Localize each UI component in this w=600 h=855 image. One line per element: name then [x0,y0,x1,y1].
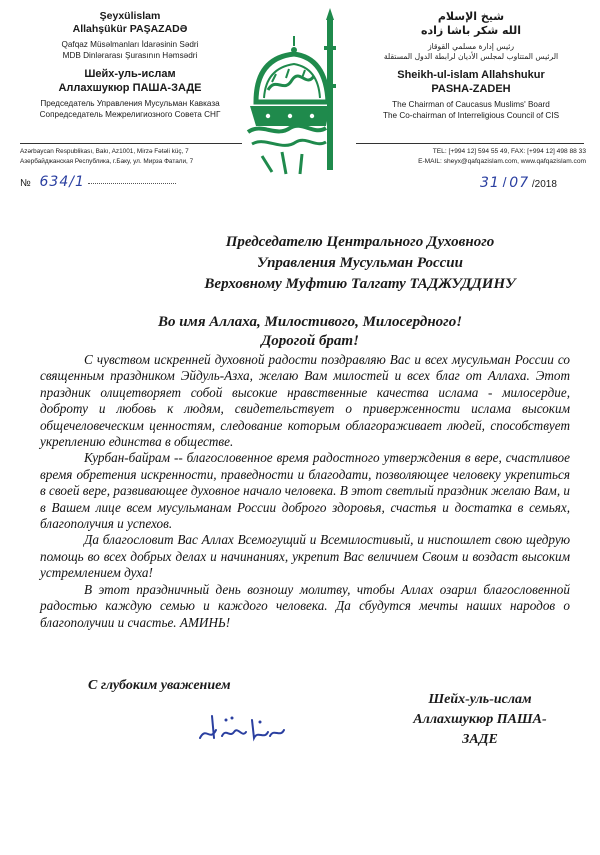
addressee-block [150,232,570,295]
paragraph: Курбан-байрам -- благословенное время радостного утверждения в вере, счастливое время обретения искренности, праведности и благодати, позволяющее человеку укрепиться в своей вере, развивающее духовное начало человека. В этот светлый праздник желаю Вам, и в Вашем лице всем мусульманам России доброго здоровья, счастья и достатка в семьях, благополучия и успехов. [40,450,571,532]
number-label: № [20,178,31,189]
org-az-1: Qafqaz Müsəlmanları İdarəsinin Sədri [61,40,199,49]
date-day: 31 [480,175,500,191]
header-divider-right [356,143,584,144]
address-ru: Азербайджанская Республика, г.Баку, ул. Мирза Фатали, 7 [20,158,194,165]
contact-phone: TEL: [+994 12] 594 55 49, FAX: [+994 12] 498 88 33 [432,148,586,155]
header-right [358,10,584,121]
name-ru: Аллахшукюр ПАША-ЗАДЕ [58,82,202,94]
addressee-line-2: Управления Мусульман России [257,255,463,271]
salutation [60,313,560,351]
org-az-2: MDB Dinlərarası Şurasının Həmsədri [62,50,198,60]
org-ar-2: الرئيس المتتاوب لمجلس الأديان لرابطة الدول المستقلة [383,52,559,61]
paragraph: С чувством искренней духовной радости поздравляю Вас и всех мусульман России со священным праздником Эйдуль-Азха, желаю Вам милостей и всех благ от Аллаха. Этот праздник олицетворяет собой высокие нравственные качества ислама - милосердие, доброту и любовь к людям, свидетельствует о приверженности ислама высоким общечеловеческим ценностям, следование которым облагораживает людей, способствует укреплению единства в обществе. [40,352,570,450]
date-year: 2018 [534,179,557,190]
title-en: Sheikh-ul-islam Allahshukur [397,69,545,81]
salutation-line-1: Во имя Аллаха, Милостивого, Милосердного! [157,314,463,330]
org-ru-2: Сопредседатель Межрелигиозного Совета СНГ [39,109,221,119]
name-az: Allahşükür PAŞAZADƏ [72,23,188,35]
paragraph: Да благословит Вас Аллах Всемогущий и Всемилостивый, и ниспошлет свою щедрую помощь во всех добрых делах и начинаниях, укрепит Вас величием Своим и воздаст высоким устремлением духа! [40,532,570,581]
letter-body [40,352,570,631]
addressee-line-3: Верховному Муфтию Талгату ТАДЖУДДИНУ [204,276,516,292]
name-ar: الله شكر باشا زاده [420,24,522,37]
logo-emblem-icon [242,6,358,186]
header-left [20,10,240,120]
title-az: Şeyxülislam [99,10,161,22]
address-az: Azərbaycan Respublikası, Bakı, Az1001, Mirzə Fətəli küç, 7 [20,148,189,155]
org-en-1: The Chairman of Caucasus Muslims' Board [392,100,550,109]
signatory-block [400,690,560,750]
addressee-line-1: Председателю Центрального Духовного [225,234,495,250]
reference-number [20,174,176,190]
org-en-2: The Co-chairman of Interreligious Council of CIS [382,110,560,120]
title-ru: Шейх-уль-ислам [84,68,176,80]
signatory-title: Шейх-уль-ислам [428,692,532,707]
org-ar-1: رئيس إدارة مسلمي القوقاز [427,42,515,51]
number-value: 634/1 [39,174,85,190]
date-month: 07 [509,175,530,191]
signatory-name: Аллахшукюр ПАША-ЗАДЕ [413,712,547,747]
closing-phrase: С глубоким уважением [88,678,231,693]
contact-email: E-MAIL: sheyx@qafqazislam.com, www.qafqazislam.com [418,158,586,165]
salutation-line-2: Дорогой брат! [261,333,359,349]
header-divider-left [20,143,242,144]
org-ru-1: Председатель Управления Мусульман Кавказа [40,99,220,108]
title-ar: شيخ الإسلام [437,10,505,23]
letter-date: 31 / 07 /2018 [480,174,557,191]
contact-block [360,147,586,167]
address-block [20,147,250,167]
signature-icon [196,708,286,748]
paragraph: В этот праздничный день возношу молитву, чтобы Аллах озарил благословенной радостью каждую семью и каждого человека. Да сбудутся мечты наших народов о благополучии и счастье. АМИНЬ! [40,581,570,630]
name-en: PASHA-ZADEH [431,83,511,95]
